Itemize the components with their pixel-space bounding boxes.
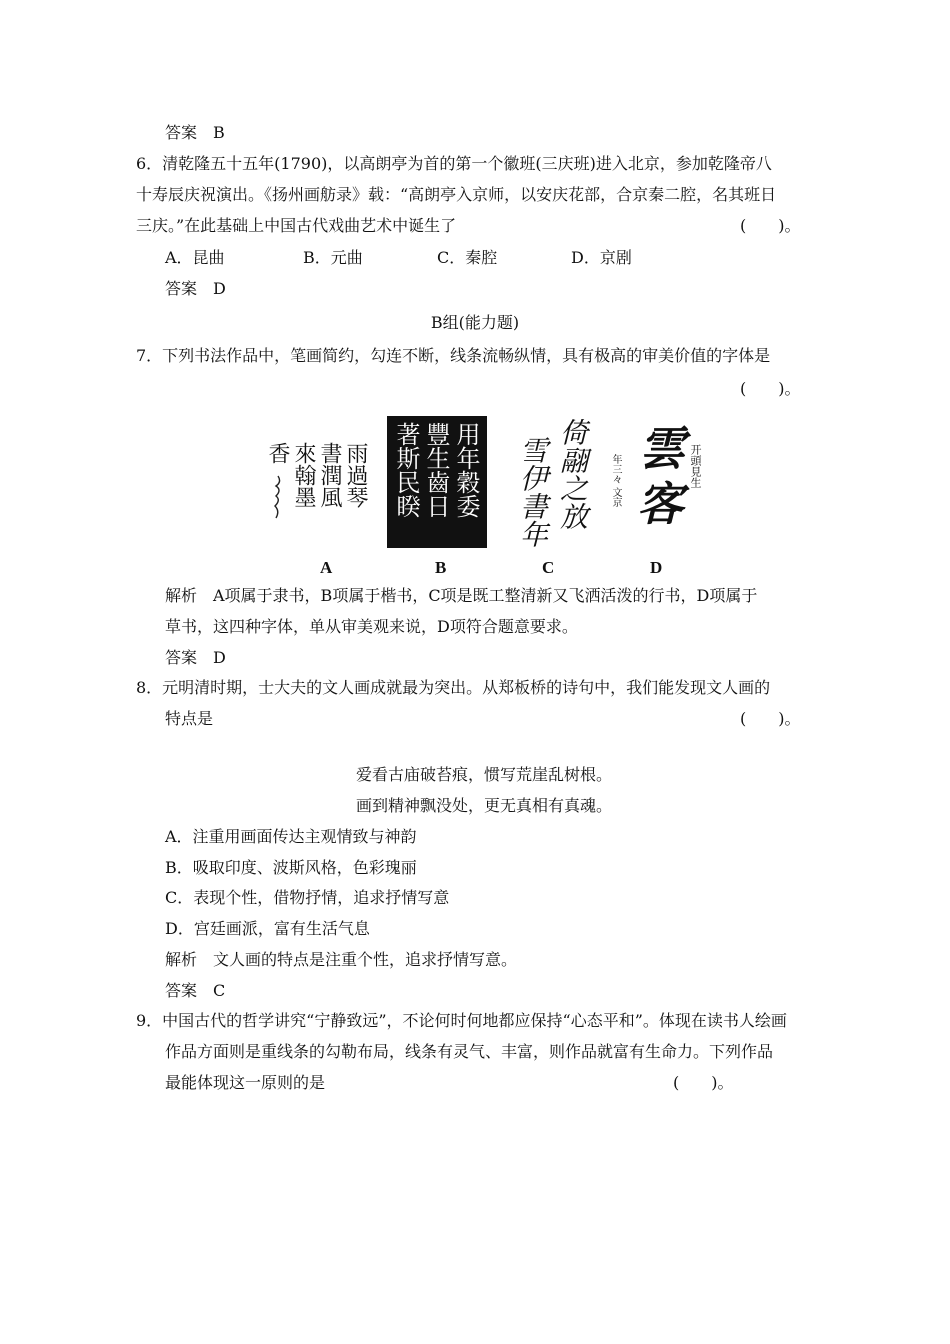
calligraphy-d-char-1: 雲 bbox=[632, 424, 686, 470]
calligraphy-d bbox=[607, 424, 710, 550]
question-8-line-2: 特点是 bbox=[165, 709, 214, 728]
question-6-line-1: 6．清乾隆五十五年(1790)，以高朗亭为首的第一个徽班(三庆班)进入北京，参加乾隆帝八 bbox=[136, 154, 772, 173]
explanation-q7-line-1: 解析 A项属于隶书，B项属于楷书，C项是既工整清新又飞洒活泼的行书，D项属于 bbox=[165, 586, 758, 605]
figure-label-c: C bbox=[542, 558, 555, 577]
calligraphy-a-col-1: 雨過琴 bbox=[343, 442, 368, 508]
question-6-blank: ( )。 bbox=[740, 216, 801, 235]
answer-q5: 答案 B bbox=[165, 123, 225, 142]
calligraphy-b-col-3: 著斯民睽 bbox=[392, 422, 420, 518]
question-8-line-1: 8．元明清时期，士大夫的文人画成就最为突出。从郑板桥的诗句中，我们能发现文人画的 bbox=[136, 678, 771, 697]
answer-q8: 答案 C bbox=[165, 981, 226, 1000]
q6-option-d: D．京剧 bbox=[571, 248, 632, 267]
calligraphy-c bbox=[502, 418, 592, 548]
question-9-line-2: 作品方面则是重线条的勾勒布局，线条有灵气、丰富，则作品就富有生命力。下列作品 bbox=[165, 1042, 774, 1061]
calligraphy-a-signature bbox=[268, 474, 290, 522]
figure-label-a: A bbox=[320, 558, 333, 577]
question-7-blank: ( )。 bbox=[740, 379, 801, 398]
calligraphy-a bbox=[262, 442, 372, 552]
q6-option-b: B．元曲 bbox=[303, 248, 363, 267]
calligraphy-d-signature: 年三々 文京 bbox=[610, 454, 621, 508]
question-9-line-3: 最能体现这一原则的是 bbox=[165, 1073, 326, 1092]
group-b-heading: B组(能力题) bbox=[430, 313, 520, 332]
question-6-line-2: 十寿辰庆祝演出。《扬州画舫录》载：“高朗亭入京师，以安庆花部，合京秦二腔，名其班日 bbox=[136, 185, 777, 204]
q6-option-c: C．秦腔 bbox=[437, 248, 498, 267]
calligraphy-d-char-2: 客 bbox=[637, 477, 683, 531]
calligraphy-figure bbox=[262, 412, 710, 582]
calligraphy-b-col-1: 用年穀委 bbox=[452, 422, 480, 518]
question-9-blank: ( )。 bbox=[673, 1073, 734, 1092]
question-7-line-1: 7．下列书法作品中，笔画简约，勾连不断，线条流畅纵情，具有极高的审美价值的字体是 bbox=[136, 346, 771, 365]
poem-line-1: 爱看古庙破苔痕，惯写荒崖乱树根。 bbox=[356, 765, 613, 784]
calligraphy-c-col-1: 倚翮之放 bbox=[556, 418, 589, 530]
question-8-blank: ( )。 bbox=[740, 709, 801, 728]
question-9-line-1: 9．中国古代的哲学讲究“宁静致远”，不论何时何地都应保持“心态平和”。体现在读书人绘画 bbox=[136, 1011, 787, 1030]
explanation-q7-line-2: 草书，这四种字体，单从审美观来说，D项符合题意要求。 bbox=[165, 617, 578, 636]
explanation-q8: 解析 文人画的特点是注重个性，追求抒情写意。 bbox=[165, 950, 518, 969]
q8-option-d: D．宫廷画派，富有生活气息 bbox=[165, 919, 370, 938]
calligraphy-a-col-2: 書潤風 bbox=[317, 442, 342, 508]
calligraphy-a-col-3: 來翰墨 bbox=[291, 442, 316, 508]
answer-q7: 答案 D bbox=[165, 648, 226, 667]
calligraphy-d-inscription: 开頭見生 bbox=[689, 444, 702, 488]
q8-option-b: B．吸取印度、波斯风格，色彩瑰丽 bbox=[165, 858, 417, 877]
poem-line-2: 画到精神飘没处，更无真相有真魂。 bbox=[356, 796, 613, 815]
q8-option-a: A．注重用画面传达主观情致与神韵 bbox=[165, 827, 417, 846]
calligraphy-b-col-2: 豐生齒日 bbox=[422, 422, 450, 518]
question-6-line-3: 三庆。”在此基础上中国古代戏曲艺术中诞生了 bbox=[136, 216, 457, 235]
answer-q6: 答案 D bbox=[165, 279, 226, 298]
calligraphy-b bbox=[387, 416, 487, 548]
q8-option-c: C．表现个性，借物抒情，追求抒情写意 bbox=[165, 888, 450, 907]
calligraphy-a-col-4: 香 bbox=[265, 442, 290, 464]
q6-option-a: A．昆曲 bbox=[165, 248, 225, 267]
figure-label-b: B bbox=[435, 558, 447, 577]
calligraphy-c-col-2: 雪伊書年 bbox=[516, 436, 549, 548]
figure-label-d: D bbox=[650, 558, 663, 577]
